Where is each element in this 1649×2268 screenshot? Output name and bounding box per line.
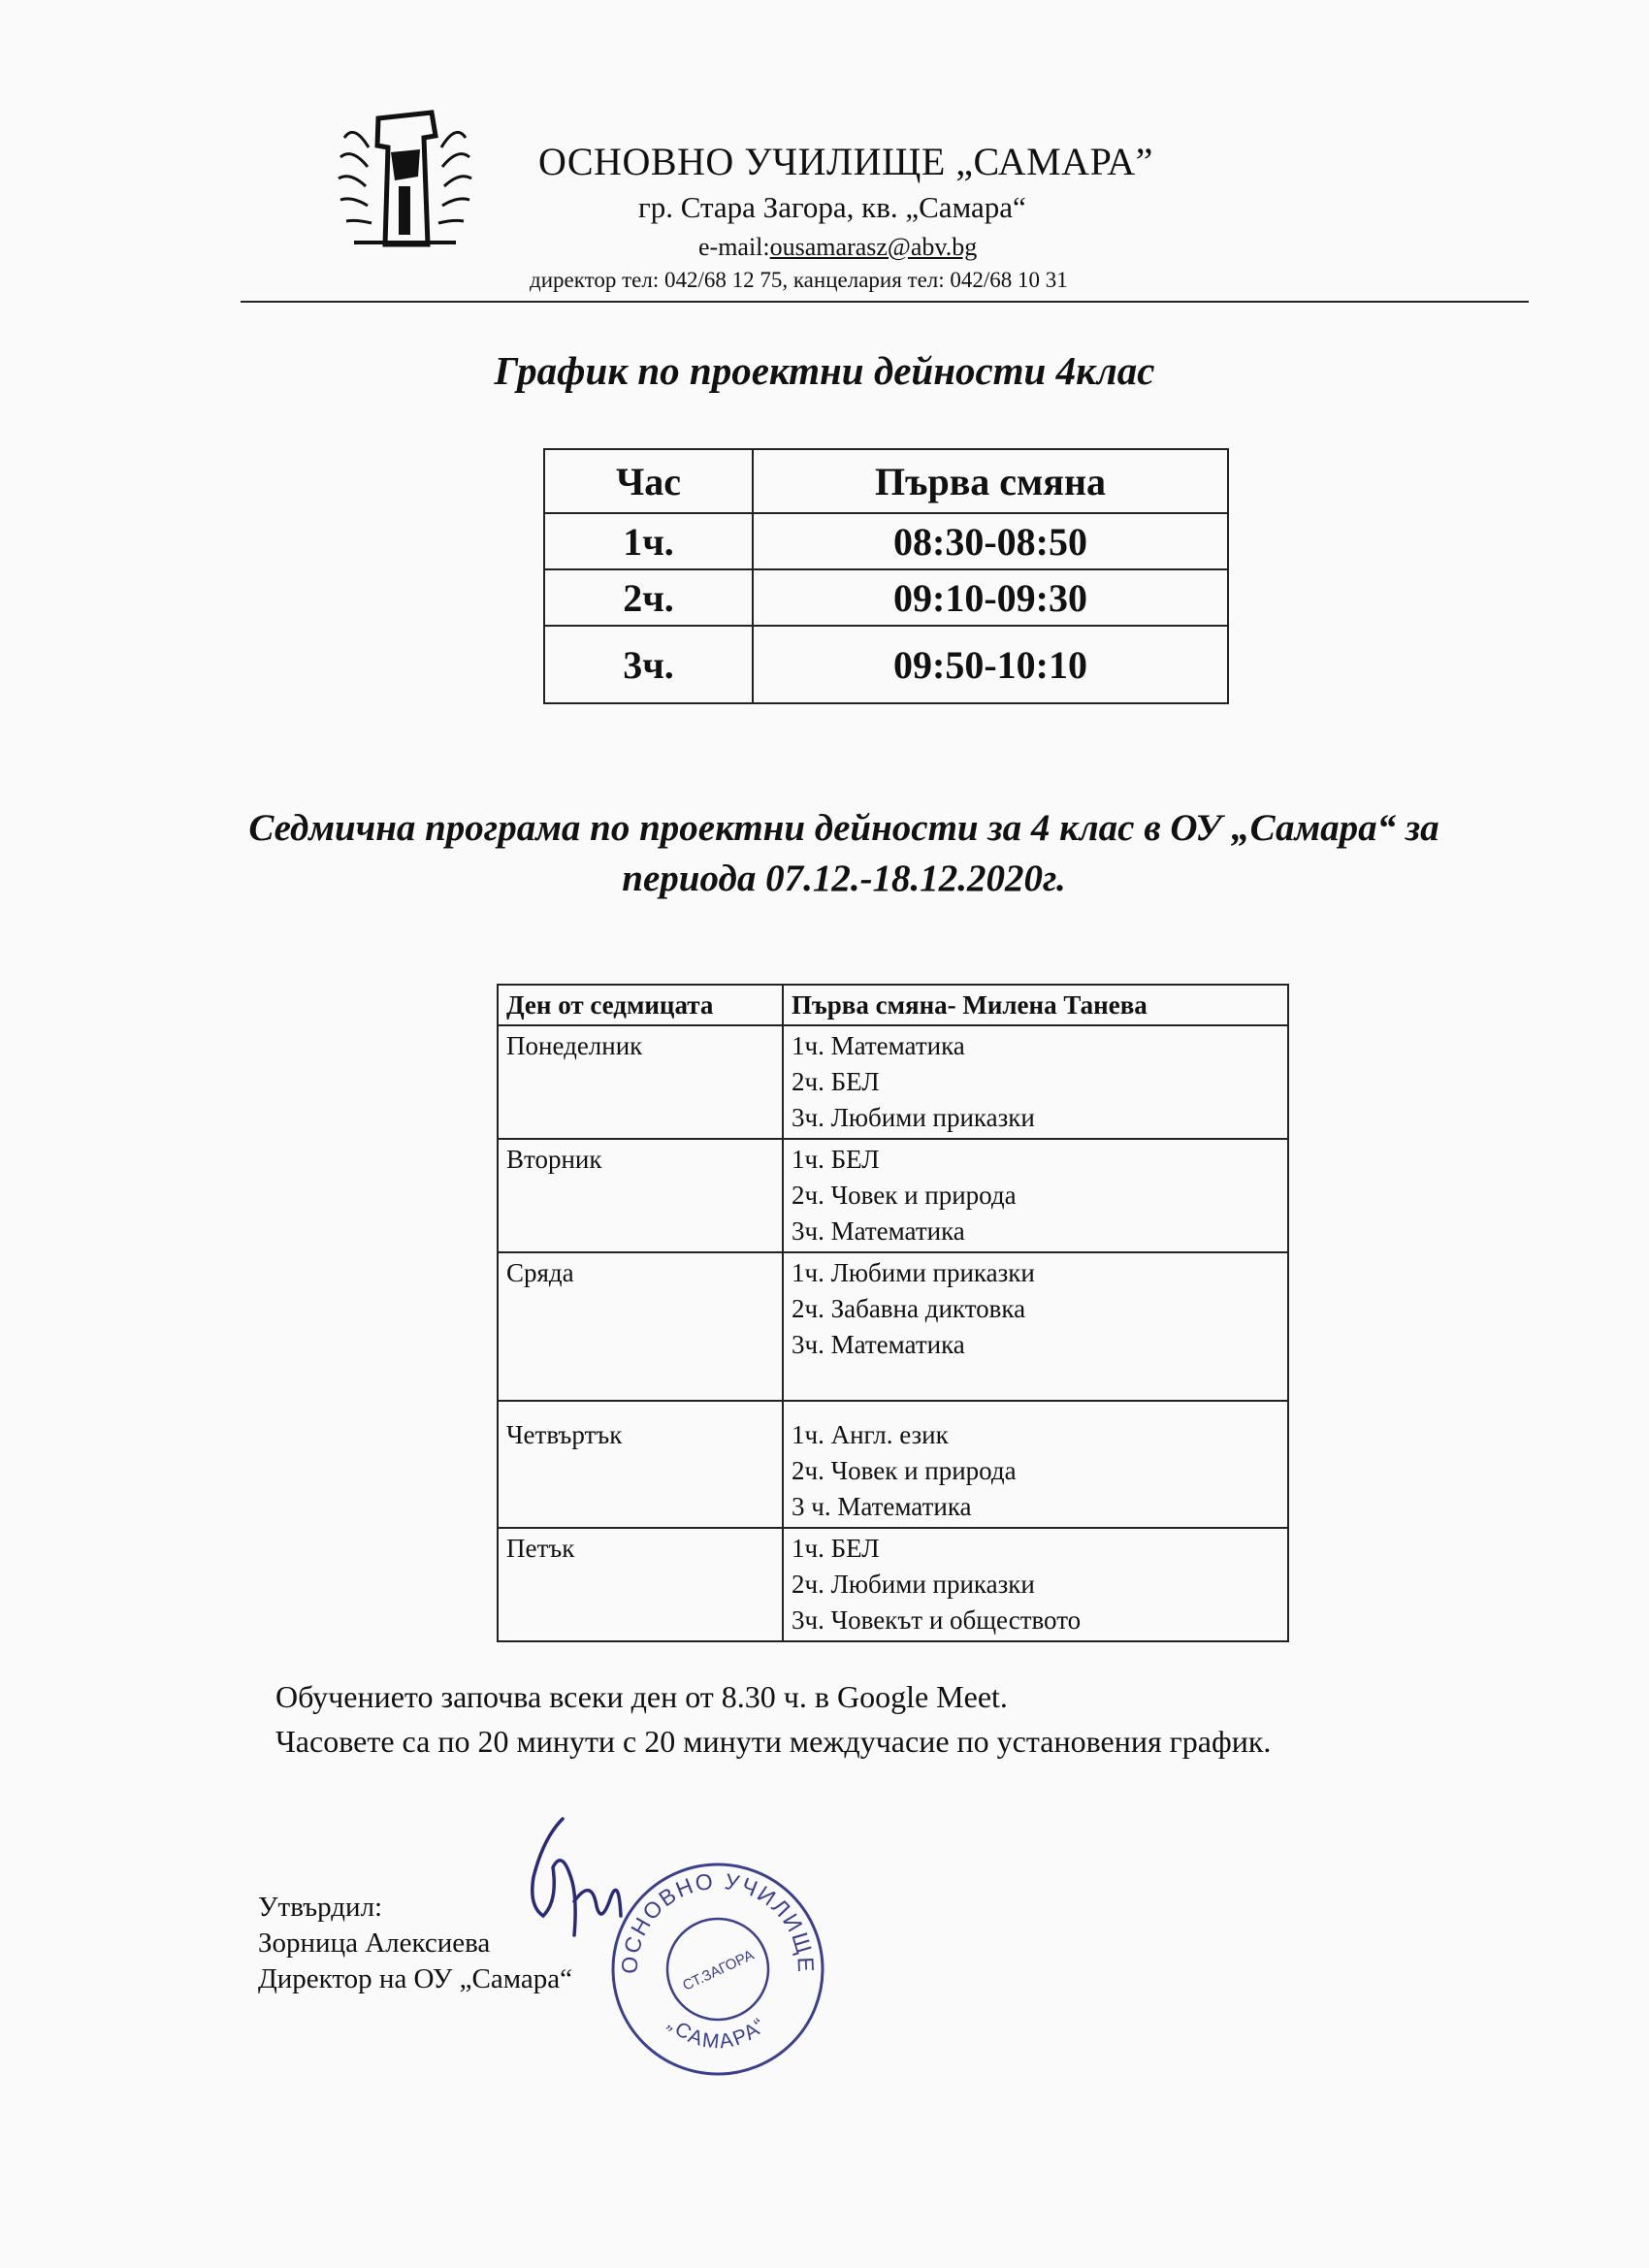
lessons-cell <box>783 1139 1288 1252</box>
school-stamp <box>606 1858 829 2081</box>
time-cell: 09:10-09:30 <box>753 569 1228 626</box>
day-cell: Сряда <box>498 1252 783 1401</box>
note-lesson-length: Часовете са по 20 минути с 20 минути междучасие по установения график. <box>275 1724 1272 1759</box>
director-position: Директор на ОУ „Самара“ <box>258 1963 573 1994</box>
weekly-row <box>498 1139 1288 1252</box>
day-cell: Понеделник <box>498 1025 783 1139</box>
weekly-row <box>498 1252 1288 1401</box>
time-cell: 08:30-08:50 <box>753 513 1228 569</box>
weekly-row <box>498 1025 1288 1139</box>
hours-row <box>544 626 1228 703</box>
weekly-row <box>498 1401 1288 1528</box>
weekly-table <box>497 984 1289 1642</box>
lessons-cell <box>783 1401 1288 1528</box>
notes-block <box>275 1674 1271 1764</box>
weekly-row <box>498 1528 1288 1641</box>
lesson-item: 1ч. БЕЛ <box>792 1145 880 1174</box>
lesson-item: 1ч. Любими приказки <box>792 1258 1035 1287</box>
hour-cell: 2ч. <box>544 569 753 626</box>
hours-table <box>543 448 1229 704</box>
school-address: гр. Стара Загора, кв. „Самара“ <box>638 190 1026 224</box>
lesson-item: 1ч. БЕЛ <box>792 1534 880 1563</box>
hours-row <box>544 569 1228 626</box>
lesson-item: 1ч. Математика <box>792 1031 965 1060</box>
note-start-time: Обучението започва всеки ден от 8.30 ч. в Google Meet. <box>275 1679 1008 1714</box>
day-cell: Четвъртък <box>498 1401 783 1528</box>
school-phones: директор тел: 042/68 12 75, канцелария тел: 042/68 10 31 <box>530 268 1068 292</box>
day-cell: Вторник <box>498 1139 783 1252</box>
stamp-bottom-text: „САМАРА“ <box>663 2013 772 2054</box>
lesson-item: 3ч. Човекът и обществото <box>792 1605 1082 1635</box>
weekly-table-header <box>498 985 1288 1025</box>
col-teacher-header: Първа смяна- Милена Танева <box>783 985 1288 1025</box>
lesson-item: 2ч. Човек и природа <box>792 1181 1017 1210</box>
day-cell: Петък <box>498 1528 783 1641</box>
weekly-program-title: Седмична програма по проектни дейности за 4 клас в ОУ „Самара“ за периода 07.12.-18.12.2020г. <box>248 807 1439 899</box>
col-day-header: Ден от седмицата <box>498 985 783 1025</box>
schedule-title: График по проектни дейности 4клас <box>494 348 1155 393</box>
lesson-item: 2ч. Забавна диктовка <box>792 1294 1026 1323</box>
lesson-item: 3ч. Математика <box>792 1330 965 1359</box>
svg-text:ОСНОВНО УЧИЛИЩЕ <box>617 1868 820 1975</box>
director-name: Зорница Алексиева <box>258 1928 491 1959</box>
approved-label: Утвърдил: <box>258 1892 383 1923</box>
lesson-item: 3ч. Математика <box>792 1216 965 1246</box>
header-divider <box>241 301 1529 303</box>
school-name: ОСНОВНО УЧИЛИЩЕ „САМАРА” <box>538 140 1153 183</box>
lesson-item: 1ч. Англ. език <box>792 1420 949 1449</box>
school-logo <box>335 109 475 254</box>
lesson-item: 3ч. Любими приказки <box>792 1103 1035 1132</box>
lesson-item: 2ч. Любими приказки <box>792 1570 1035 1599</box>
lessons-cell <box>783 1025 1288 1139</box>
lessons-cell <box>783 1528 1288 1641</box>
school-email-line <box>698 233 977 262</box>
hours-row <box>544 513 1228 569</box>
hours-table-header <box>544 449 1228 513</box>
stamp-outer-text: ОСНОВНО УЧИЛИЩЕ <box>616 1867 820 1975</box>
email-label: e-mail: <box>698 233 770 261</box>
col-shift-header: Първа смяна <box>753 449 1228 513</box>
lesson-item: 2ч. БЕЛ <box>792 1067 880 1096</box>
time-cell: 09:50-10:10 <box>753 626 1228 703</box>
lesson-item: 2ч. Човек и природа <box>792 1456 1017 1485</box>
stamp-inner-text: СТ.ЗАГОРА <box>680 1946 758 1994</box>
hour-cell: 1ч. <box>544 513 753 569</box>
email-link[interactable]: ousamarasz@abv.bg <box>769 233 978 261</box>
lessons-cell <box>783 1252 1288 1401</box>
col-hour-header: Час <box>544 449 753 513</box>
lesson-item: 3 ч. Математика <box>792 1492 972 1521</box>
hour-cell: 3ч. <box>544 626 753 703</box>
